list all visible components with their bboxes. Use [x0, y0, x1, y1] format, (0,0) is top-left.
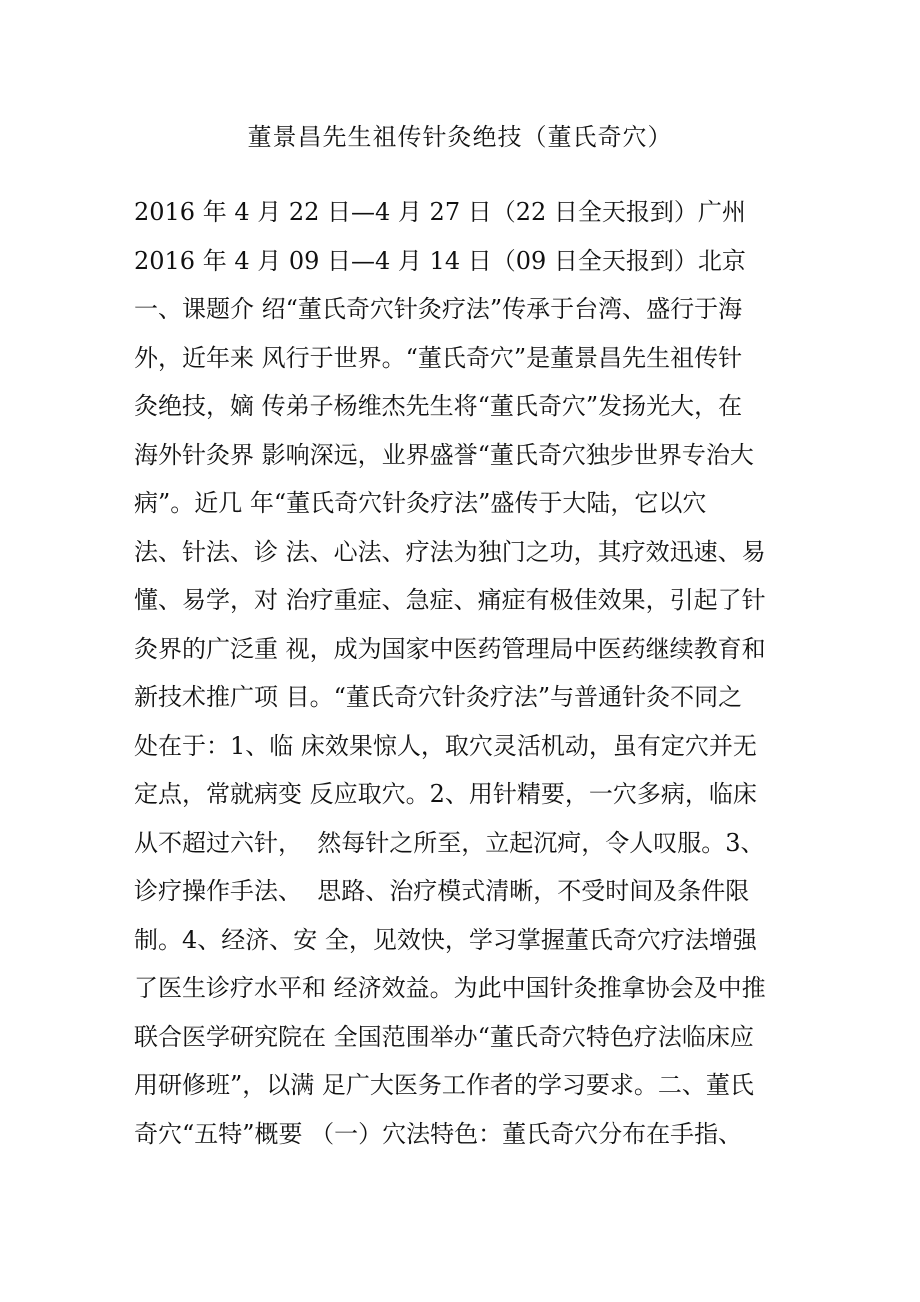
- body-line: 新技术推广项 目。“董氏奇穴针灸疗法”与普通针灸不同之: [134, 683, 743, 711]
- body-line: 一、课题介 绍“董氏奇穴针灸疗法”传承于台湾、盛行于海: [134, 295, 743, 323]
- body-line: 海外针灸界 影响深远，业界盛誉“董氏奇穴独步世界专治大: [134, 440, 754, 469]
- body-line: 处在于：1、临 床效果惊人，取穴灵活机动，虽有定穴并无: [134, 731, 757, 760]
- body-line: 懂、易学，对 治疗重症、急症、痛症有极佳效果，引起了针: [134, 586, 766, 614]
- body-line: 法、针法、诊 法、心法、疗法为独门之功，其疗效迅速、易: [134, 537, 766, 566]
- body-line: 联合医学研究院在 全国范围举办“董氏奇穴特色疗法临床应: [134, 1022, 754, 1051]
- body-line: 制。4、经济、安 全，见效快，学习掌握董氏奇穴疗法增强: [134, 925, 757, 954]
- body-line: 了医生诊疗水平和 经济效益。为此中国针灸推拿协会及中推: [134, 974, 766, 1002]
- body-line: 诊疗操作手法、 思路、治疗模式清晰，不受时间及条件限: [134, 877, 750, 905]
- document-title: 董景昌先生祖传针灸绝技（董氏奇穴）: [247, 123, 673, 151]
- body-line: 病”。近几 年“董氏奇穴针灸疗法”盛传于大陆，它以穴: [134, 489, 707, 517]
- body-line: 灸绝技，嫡 传弟子杨维杰先生将“董氏奇穴”发扬光大，在: [134, 392, 743, 420]
- body-line: 2016 年 4 月 09 日—4 月 14 日（09 日全天报到）北京: [134, 246, 746, 275]
- body-line: 外，近年来 风行于世界。“董氏奇穴”是董景昌先生祖传针: [134, 343, 743, 372]
- body-line: 从不超过六针， 然每针之所至，立起沉疴，令人叹服。3、: [134, 828, 765, 857]
- body-line: 灸界的广泛重 视，成为国家中医药管理局中医药继续教育和: [134, 634, 766, 663]
- document-body: [134, 188, 814, 1158]
- body-line: 定点，常就病变 反应取穴。2、用针精要，一穴多病，临床: [134, 780, 757, 808]
- body-line: 奇穴“五特”概要 （一）穴法特色：董氏奇穴分布在手指、: [134, 1119, 743, 1148]
- body-line: 用研修班”，以满 足广大医务工作者的学习要求。二、董氏: [134, 1071, 754, 1099]
- body-line: 2016 年 4 月 22 日—4 月 27 日（22 日全天报到）广州: [134, 198, 746, 226]
